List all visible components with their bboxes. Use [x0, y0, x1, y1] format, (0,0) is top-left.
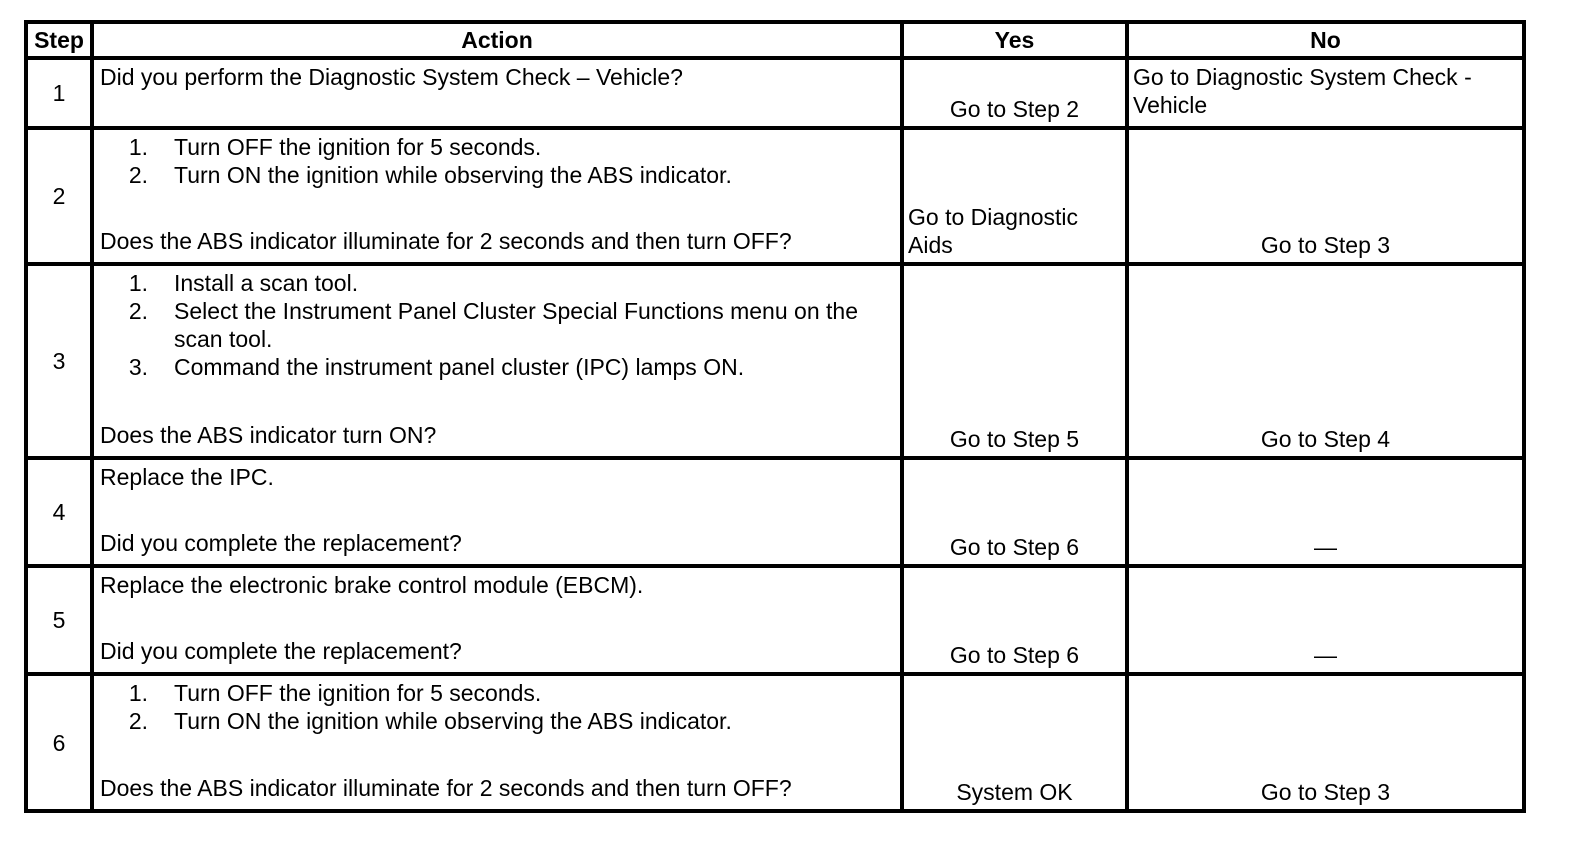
list-item-number: 2. — [128, 162, 148, 188]
yes-result: System OK — [956, 779, 1073, 805]
yes-cell — [902, 674, 1127, 811]
list-item-number: 1. — [128, 134, 148, 160]
no-result: Go to Step 3 — [1260, 779, 1391, 805]
action-text: Replace the electronic brake control module (EBCM). — [100, 572, 644, 598]
list-item — [100, 353, 894, 381]
diagnostic-table — [24, 20, 1526, 813]
list-item-number: 2. — [128, 708, 148, 734]
no-result: — — [1314, 534, 1337, 560]
yes-cell — [902, 264, 1127, 458]
yes-result: Go to Step 6 — [949, 534, 1080, 560]
no-cell — [1127, 566, 1524, 674]
list-item-number: 3. — [128, 354, 148, 380]
table-row — [26, 458, 1524, 566]
step-number: 1 — [26, 58, 92, 128]
action-question: Did you complete the replacement? — [100, 638, 462, 664]
step-number: 4 — [26, 458, 92, 566]
header-step: Step — [26, 22, 92, 58]
action-question: Does the ABS indicator turn ON? — [100, 422, 437, 448]
list-item-number: 1. — [128, 680, 148, 706]
no-result: Go to Step 3 — [1260, 232, 1391, 258]
list-item — [100, 161, 894, 189]
no-cell — [1127, 128, 1524, 264]
list-item-number: 2. — [128, 298, 148, 324]
action-cell — [92, 458, 902, 566]
table-row — [26, 674, 1524, 811]
no-cell — [1127, 458, 1524, 566]
list-item-text: Turn ON the ignition while observing the ABS indicator. — [174, 708, 732, 734]
action-steps-list — [100, 269, 894, 381]
yes-result: Go to Diagnostic Aids — [908, 204, 1079, 258]
table-row — [26, 128, 1524, 264]
action-steps-list — [100, 679, 894, 735]
list-item-text: Select the Instrument Panel Cluster Special Functions menu on the scan tool. — [174, 298, 858, 352]
yes-cell — [902, 566, 1127, 674]
list-item-text: Install a scan tool. — [174, 270, 359, 296]
yes-cell — [902, 458, 1127, 566]
table-row — [26, 58, 1524, 128]
header-no: No — [1127, 22, 1524, 58]
header-row — [26, 22, 1524, 58]
header-yes: Yes — [902, 22, 1127, 58]
action-cell — [92, 58, 902, 128]
no-result: Go to Step 4 — [1260, 426, 1391, 452]
no-result: — — [1314, 642, 1337, 668]
action-question: Does the ABS indicator illuminate for 2 seconds and then turn OFF? — [100, 228, 792, 254]
action-cell — [92, 128, 902, 264]
list-item — [100, 297, 894, 353]
action-text: Did you perform the Diagnostic System Check – Vehicle? — [100, 64, 683, 90]
header-action: Action — [92, 22, 902, 58]
yes-result: Go to Step 5 — [949, 426, 1080, 452]
action-text: Replace the IPC. — [100, 464, 274, 490]
no-result: Go to Diagnostic System Check - Vehicle — [1133, 64, 1472, 118]
list-item-number: 1. — [128, 270, 148, 296]
action-cell — [92, 566, 902, 674]
list-item-text: Turn OFF the ignition for 5 seconds. — [174, 134, 542, 160]
action-question: Did you complete the replacement? — [100, 530, 462, 556]
step-number: 3 — [26, 264, 92, 458]
list-item — [100, 269, 894, 297]
no-cell — [1127, 674, 1524, 811]
yes-cell — [902, 128, 1127, 264]
yes-cell — [902, 58, 1127, 128]
yes-result: Go to Step 2 — [949, 96, 1080, 122]
no-cell — [1127, 264, 1524, 458]
step-number: 5 — [26, 566, 92, 674]
action-cell — [92, 264, 902, 458]
table-row — [26, 264, 1524, 458]
list-item-text: Turn OFF the ignition for 5 seconds. — [174, 680, 542, 706]
list-item — [100, 707, 894, 735]
list-item-text: Command the instrument panel cluster (IPC) lamps ON. — [174, 354, 745, 380]
action-steps-list — [100, 133, 894, 189]
step-number: 2 — [26, 128, 92, 264]
list-item — [100, 133, 894, 161]
yes-result: Go to Step 6 — [949, 642, 1080, 668]
list-item — [100, 679, 894, 707]
step-number: 6 — [26, 674, 92, 811]
action-question: Does the ABS indicator illuminate for 2 seconds and then turn OFF? — [100, 775, 792, 801]
no-cell — [1127, 58, 1524, 128]
table-row — [26, 566, 1524, 674]
list-item-text: Turn ON the ignition while observing the ABS indicator. — [174, 162, 732, 188]
action-cell — [92, 674, 902, 811]
